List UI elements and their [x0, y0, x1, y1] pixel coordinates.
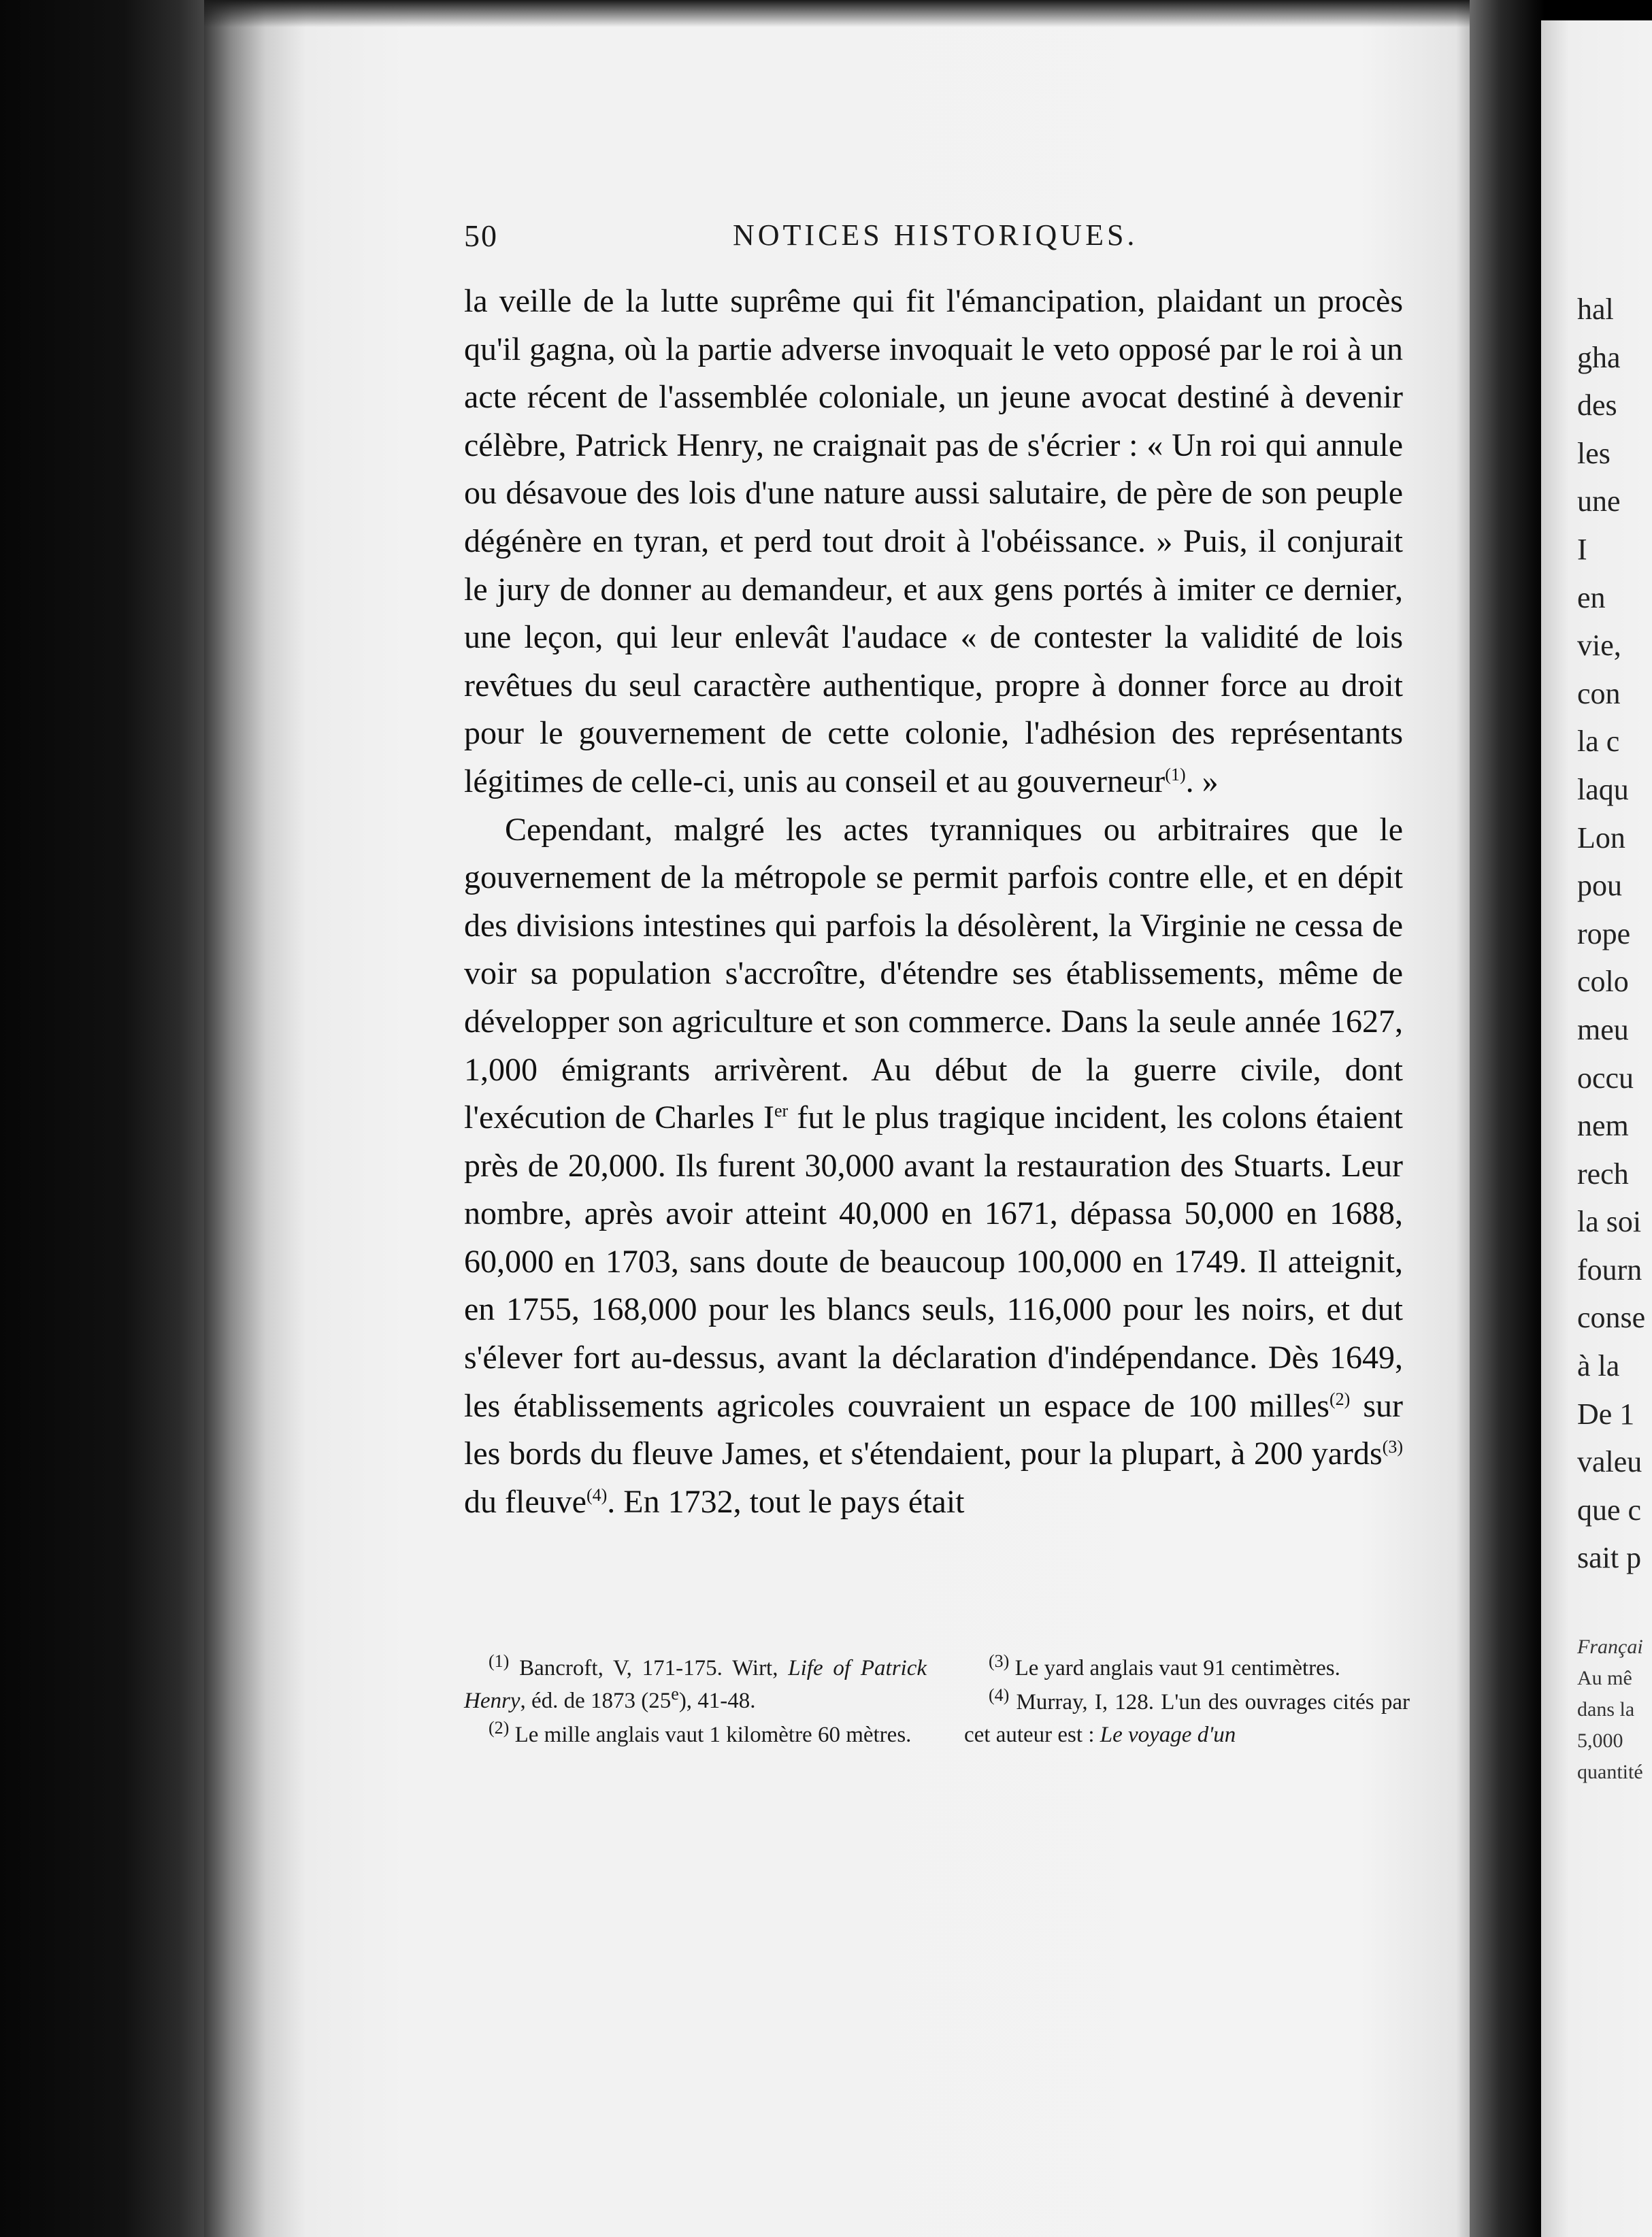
- facing-page-line: la soi: [1577, 1205, 1642, 1239]
- facing-page-footnote-line: dans la: [1577, 1698, 1635, 1721]
- top-shadow: [204, 0, 1483, 27]
- facing-page-line: conse: [1577, 1301, 1646, 1335]
- facing-page-line: hal: [1577, 293, 1614, 326]
- footnote-2: $^{(2)}$ Le mille anglais vaut 1 kilomètre 60 mètres.: [489, 1718, 912, 1747]
- footnote-1: $^{(1)}$ Bancroft, V, 171-175. Wirt, Life of Patrick Henry, éd. de 1873 (25e), 41-48.: [464, 1651, 927, 1713]
- facing-page-line: meu: [1577, 1012, 1629, 1046]
- footnote-ref-4: (4): [586, 1485, 608, 1505]
- facing-page-footnote-line: quantité: [1577, 1761, 1643, 1783]
- facing-page-line: colo: [1577, 965, 1629, 999]
- facing-page-footnote-line: Françai: [1577, 1636, 1643, 1658]
- facing-page-line: la c: [1577, 725, 1620, 759]
- book-gutter: [1470, 0, 1544, 2237]
- footnote-3: $^{(3)}$ Le yard anglais vaut 91 centimètres.: [989, 1651, 1340, 1680]
- facing-page-line: sait p: [1577, 1541, 1642, 1575]
- facing-page-line: laqu: [1577, 772, 1629, 806]
- facing-page-line: les: [1577, 436, 1610, 470]
- running-title: NOTICES HISTORIQUES.: [733, 218, 1138, 252]
- facing-page-line: pou: [1577, 869, 1622, 903]
- facing-page-line: vie,: [1577, 629, 1621, 663]
- scanner-border: [0, 0, 225, 2237]
- facing-page-footnote-line: Au mê: [1577, 1667, 1632, 1689]
- facing-page-line: I: [1577, 532, 1587, 566]
- facing-page-line: des: [1577, 388, 1617, 422]
- page-number: 50: [464, 218, 498, 253]
- facing-page-line: rope: [1577, 916, 1631, 950]
- facing-page-line: con: [1577, 676, 1621, 710]
- footnotes-right-column: [964, 1652, 1410, 1753]
- footnotes-left-column: [464, 1652, 927, 1753]
- paragraph-1: la veille de la lutte suprême qui fit l'émancipation, plaidant un procès qu'il gagna, où la partie adverse invoquait le veto opposé par le roi à un acte récent de l'assemblée coloniale, un jeune avocat destiné à devenir célèbre, Patrick Henry, ne craignait pas de s'écrier : « Un roi qui annule ou désavoue des lois d'une nature aussi salutaire, de père de son peuple dégénère en tyran, et perd tout droit à l'obéissance. » Puis, il conjurait le jury de donner au demandeur, et aux gens portés à imiter ce dernier, une leçon, qui leur enlevât l'audace « de contester la validité de lois revêtues du seul caractère authentique, propre à donner force au droit pour le gouvernement de cette colonie, l'adhésion des représentants légitimes de celle-ci, unis au conseil et au gouverneur$^{(1)}$. »: [464, 283, 1403, 799]
- facing-page-line: à la: [1577, 1349, 1620, 1383]
- facing-page-line: De 1: [1577, 1397, 1635, 1431]
- facing-page-line: nem: [1577, 1109, 1629, 1143]
- facing-page-line: Lon: [1577, 821, 1625, 855]
- facing-page-line: rech: [1577, 1157, 1629, 1191]
- paragraph-2: Cependant, malgré les actes tyranniques ou arbitraires que le gouvernement de la métropole se permit parfois contre elle, et en dépit des divisions intestines qui parfois la désolèrent, la Virginie ne cessa de voir sa population s'accroître, d'étendre ses établissements, même de développer son agriculture et son commerce. Dans la seule année 1627, 1,000 émigrants arrivèrent. Au début de la guerre civile, dont l'exécution de Charles Ier fut le plus tragique incident, les colons étaient près de 20,000. Ils furent 30,000 avant la restauration des Stuarts. Leur nombre, après avoir atteint 40,000 en 1671, dépassa 50,000 en 1688, 60,000 en 1703, sans doute de beaucoup 100,000 en 1749. Il atteignit, en 1755, 168,000 pour les blancs seuls, 116,000 pour les noirs, et dut s'élever fort au-dessus, avant la déclaration d'indépendance. Dès 1649, les établissements agricoles couvraient un espace de 100 milles$^{(2)}$ sur les bords du fleuve James, et s'étendaient, pour la plupart, à 200 yards$^{(3)}$ du fleuve$^{(4)}$. En 1732, tout le pays était: [464, 811, 1404, 1520]
- facing-page-line: une: [1577, 484, 1621, 518]
- facing-page-footnote-line: 5,000: [1577, 1729, 1623, 1752]
- facing-page-line: fourn: [1577, 1253, 1642, 1287]
- facing-page-line: en: [1577, 580, 1606, 614]
- facing-page-footnotes: [1577, 1631, 1652, 1788]
- running-head: [464, 218, 1403, 259]
- facing-page-line: gha: [1577, 340, 1621, 374]
- footnote-ref-2: (2): [1329, 1389, 1351, 1409]
- facing-page-line: occu: [1577, 1061, 1634, 1095]
- body-text: [464, 278, 1403, 1526]
- facing-page-line: valeu: [1577, 1445, 1642, 1479]
- footnote-ref-1: (1): [1165, 764, 1186, 784]
- facing-page-text: [1577, 286, 1652, 1583]
- footnote-ref-3: (3): [1382, 1437, 1403, 1457]
- footnote-4: $^{(4)}$ Murray, I, 128. L'un des ouvrages cités par cet auteur est : Le voyage d'un: [964, 1685, 1410, 1747]
- facing-page-line: que c: [1577, 1493, 1642, 1527]
